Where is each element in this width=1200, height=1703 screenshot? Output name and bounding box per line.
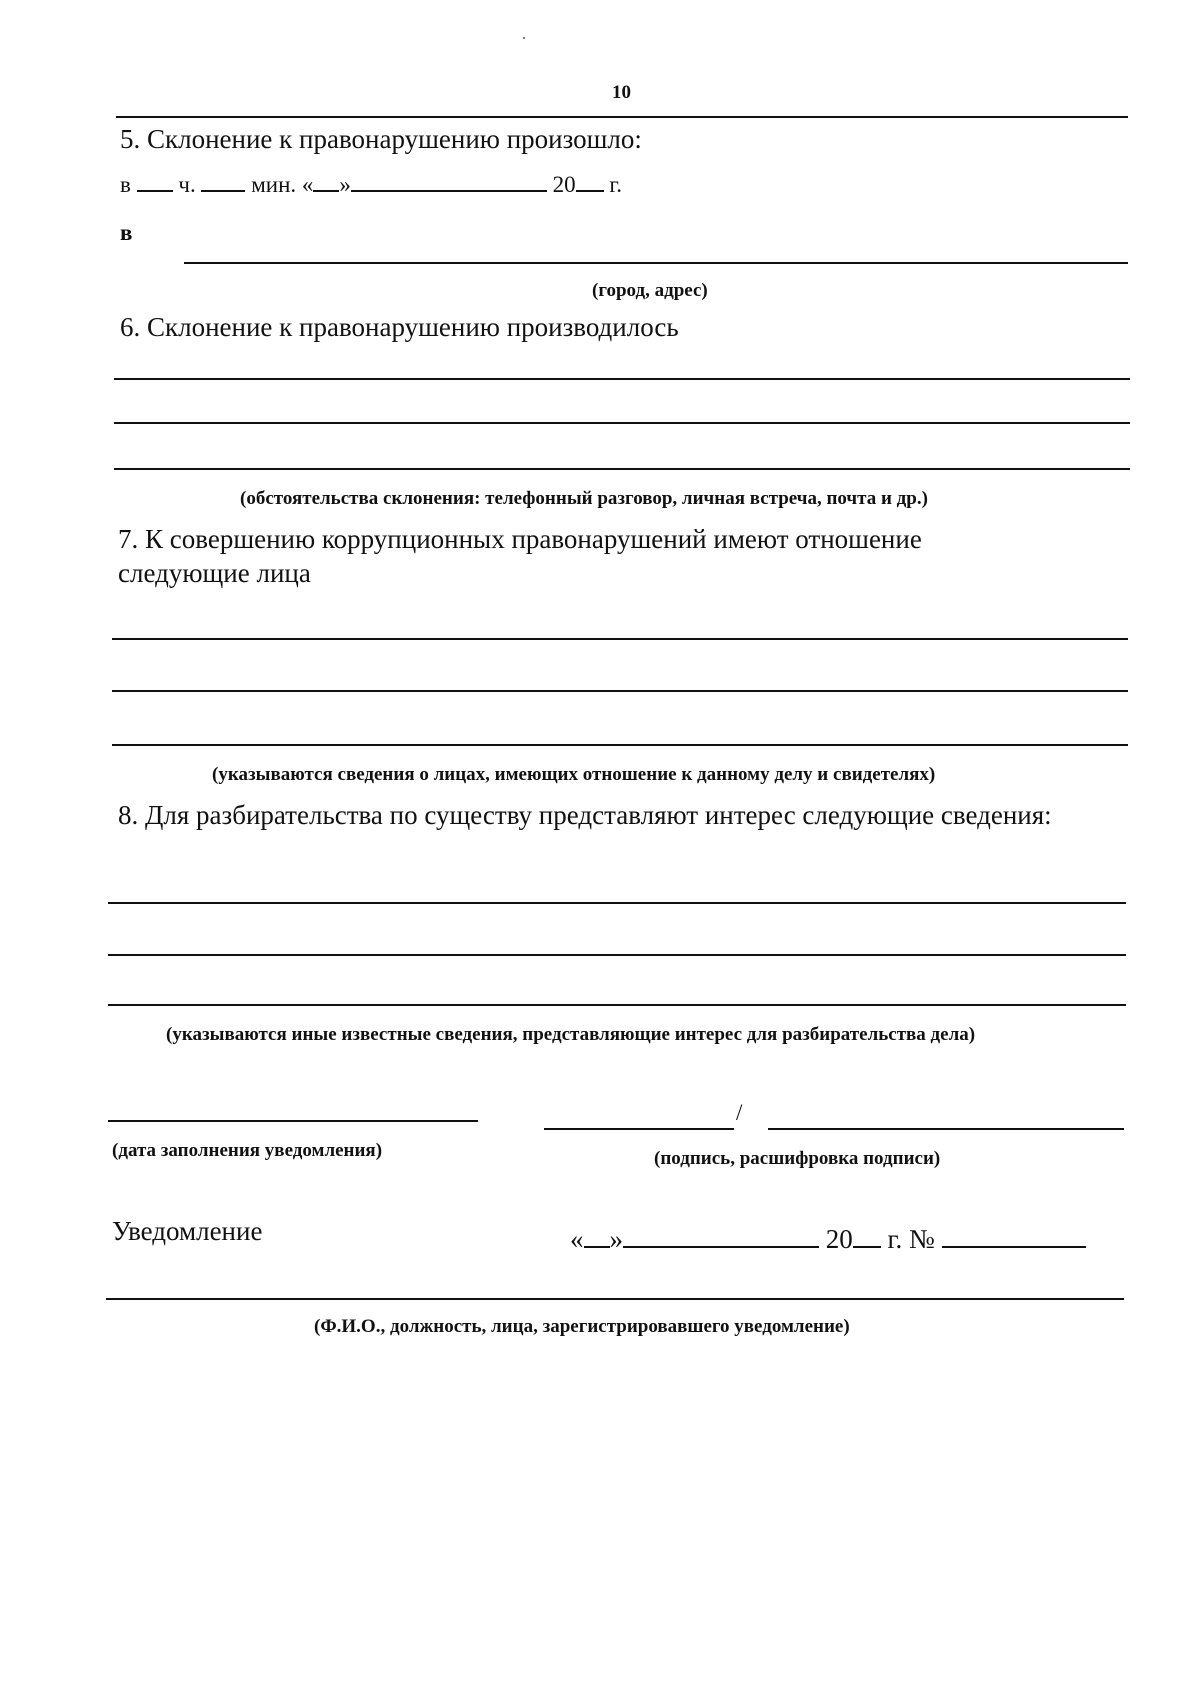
quote-close: » [339, 172, 351, 197]
reg-quote-open: « [570, 1224, 584, 1254]
section8-line-2[interactable] [108, 954, 1126, 956]
section7-heading-line1: 7. К совершению коррупционных правонарушений имеют отношение [118, 524, 922, 554]
section5-place-prefix: в [120, 220, 133, 245]
quote-open: « [301, 172, 314, 197]
year-suffix: г. [609, 172, 622, 197]
section5-heading: 5. Склонение к правонарушению произошло: [120, 124, 642, 154]
section6-line-1[interactable] [114, 378, 1130, 380]
year-prefix: 20 [552, 172, 576, 197]
year-field[interactable] [576, 168, 604, 192]
reg-year-field[interactable] [853, 1224, 881, 1248]
section5-datetime-line [120, 168, 622, 198]
section7-line-1[interactable] [112, 638, 1128, 640]
registration-date-line [570, 1224, 1086, 1255]
date-caption: (дата заполнения уведомления) [112, 1140, 383, 1161]
hours-field[interactable] [137, 168, 173, 192]
section6-line-2[interactable] [114, 422, 1130, 424]
section8-line-3[interactable] [108, 1004, 1126, 1006]
section8-caption: (указываются иные известные сведения, представляющие интерес для разбирательства дела) [166, 1024, 976, 1045]
reg-year-prefix: 20 [825, 1224, 853, 1254]
day-field[interactable] [313, 168, 339, 192]
section7-heading-line2: следующие лица [118, 558, 311, 588]
place-address-field[interactable] [184, 262, 1128, 264]
prefix-v: в [120, 172, 131, 197]
registrar-name-field[interactable] [106, 1298, 1124, 1300]
header-rule [116, 116, 1128, 118]
reg-month-field[interactable] [623, 1224, 819, 1248]
section6-line-3[interactable] [114, 468, 1130, 470]
signature-separator: / [736, 1100, 743, 1125]
section8-line-1[interactable] [108, 902, 1126, 904]
section6-heading: 6. Склонение к правонарушению производилось [120, 312, 679, 342]
registration-label: Уведомление [112, 1216, 263, 1246]
scan-speck [523, 37, 525, 39]
reg-quote-close: » [609, 1224, 623, 1254]
section7-line-3[interactable] [112, 744, 1128, 746]
section6-caption: (обстоятельства склонения: телефонный разговор, личная встреча, почта и др.) [240, 488, 928, 509]
reg-number-field[interactable] [942, 1224, 1086, 1248]
reg-year-suffix: г. № [887, 1224, 935, 1254]
section7-line-2[interactable] [112, 690, 1128, 692]
section8-heading: 8. Для разбирательства по существу представляют интерес следующие сведения: [118, 800, 1052, 830]
minutes-label: мин. [251, 172, 297, 197]
signature-field[interactable] [544, 1128, 734, 1130]
section7-caption: (указываются сведения о лицах, имеющих отношение к данному делу и свидетелях) [212, 764, 936, 785]
page-number: 10 [612, 82, 631, 103]
date-filled-field[interactable] [108, 1120, 478, 1122]
minutes-field[interactable] [201, 168, 245, 192]
registration-caption: (Ф.И.О., должность, лица, зарегистрировавшего уведомление) [314, 1316, 850, 1337]
hours-label: ч. [178, 172, 196, 197]
section5-caption: (город, адрес) [592, 280, 708, 301]
month-field[interactable] [351, 168, 547, 192]
signature-decoding-field[interactable] [768, 1128, 1124, 1130]
reg-day-field[interactable] [584, 1224, 610, 1248]
signature-caption: (подпись, расшифровка подписи) [654, 1148, 941, 1169]
